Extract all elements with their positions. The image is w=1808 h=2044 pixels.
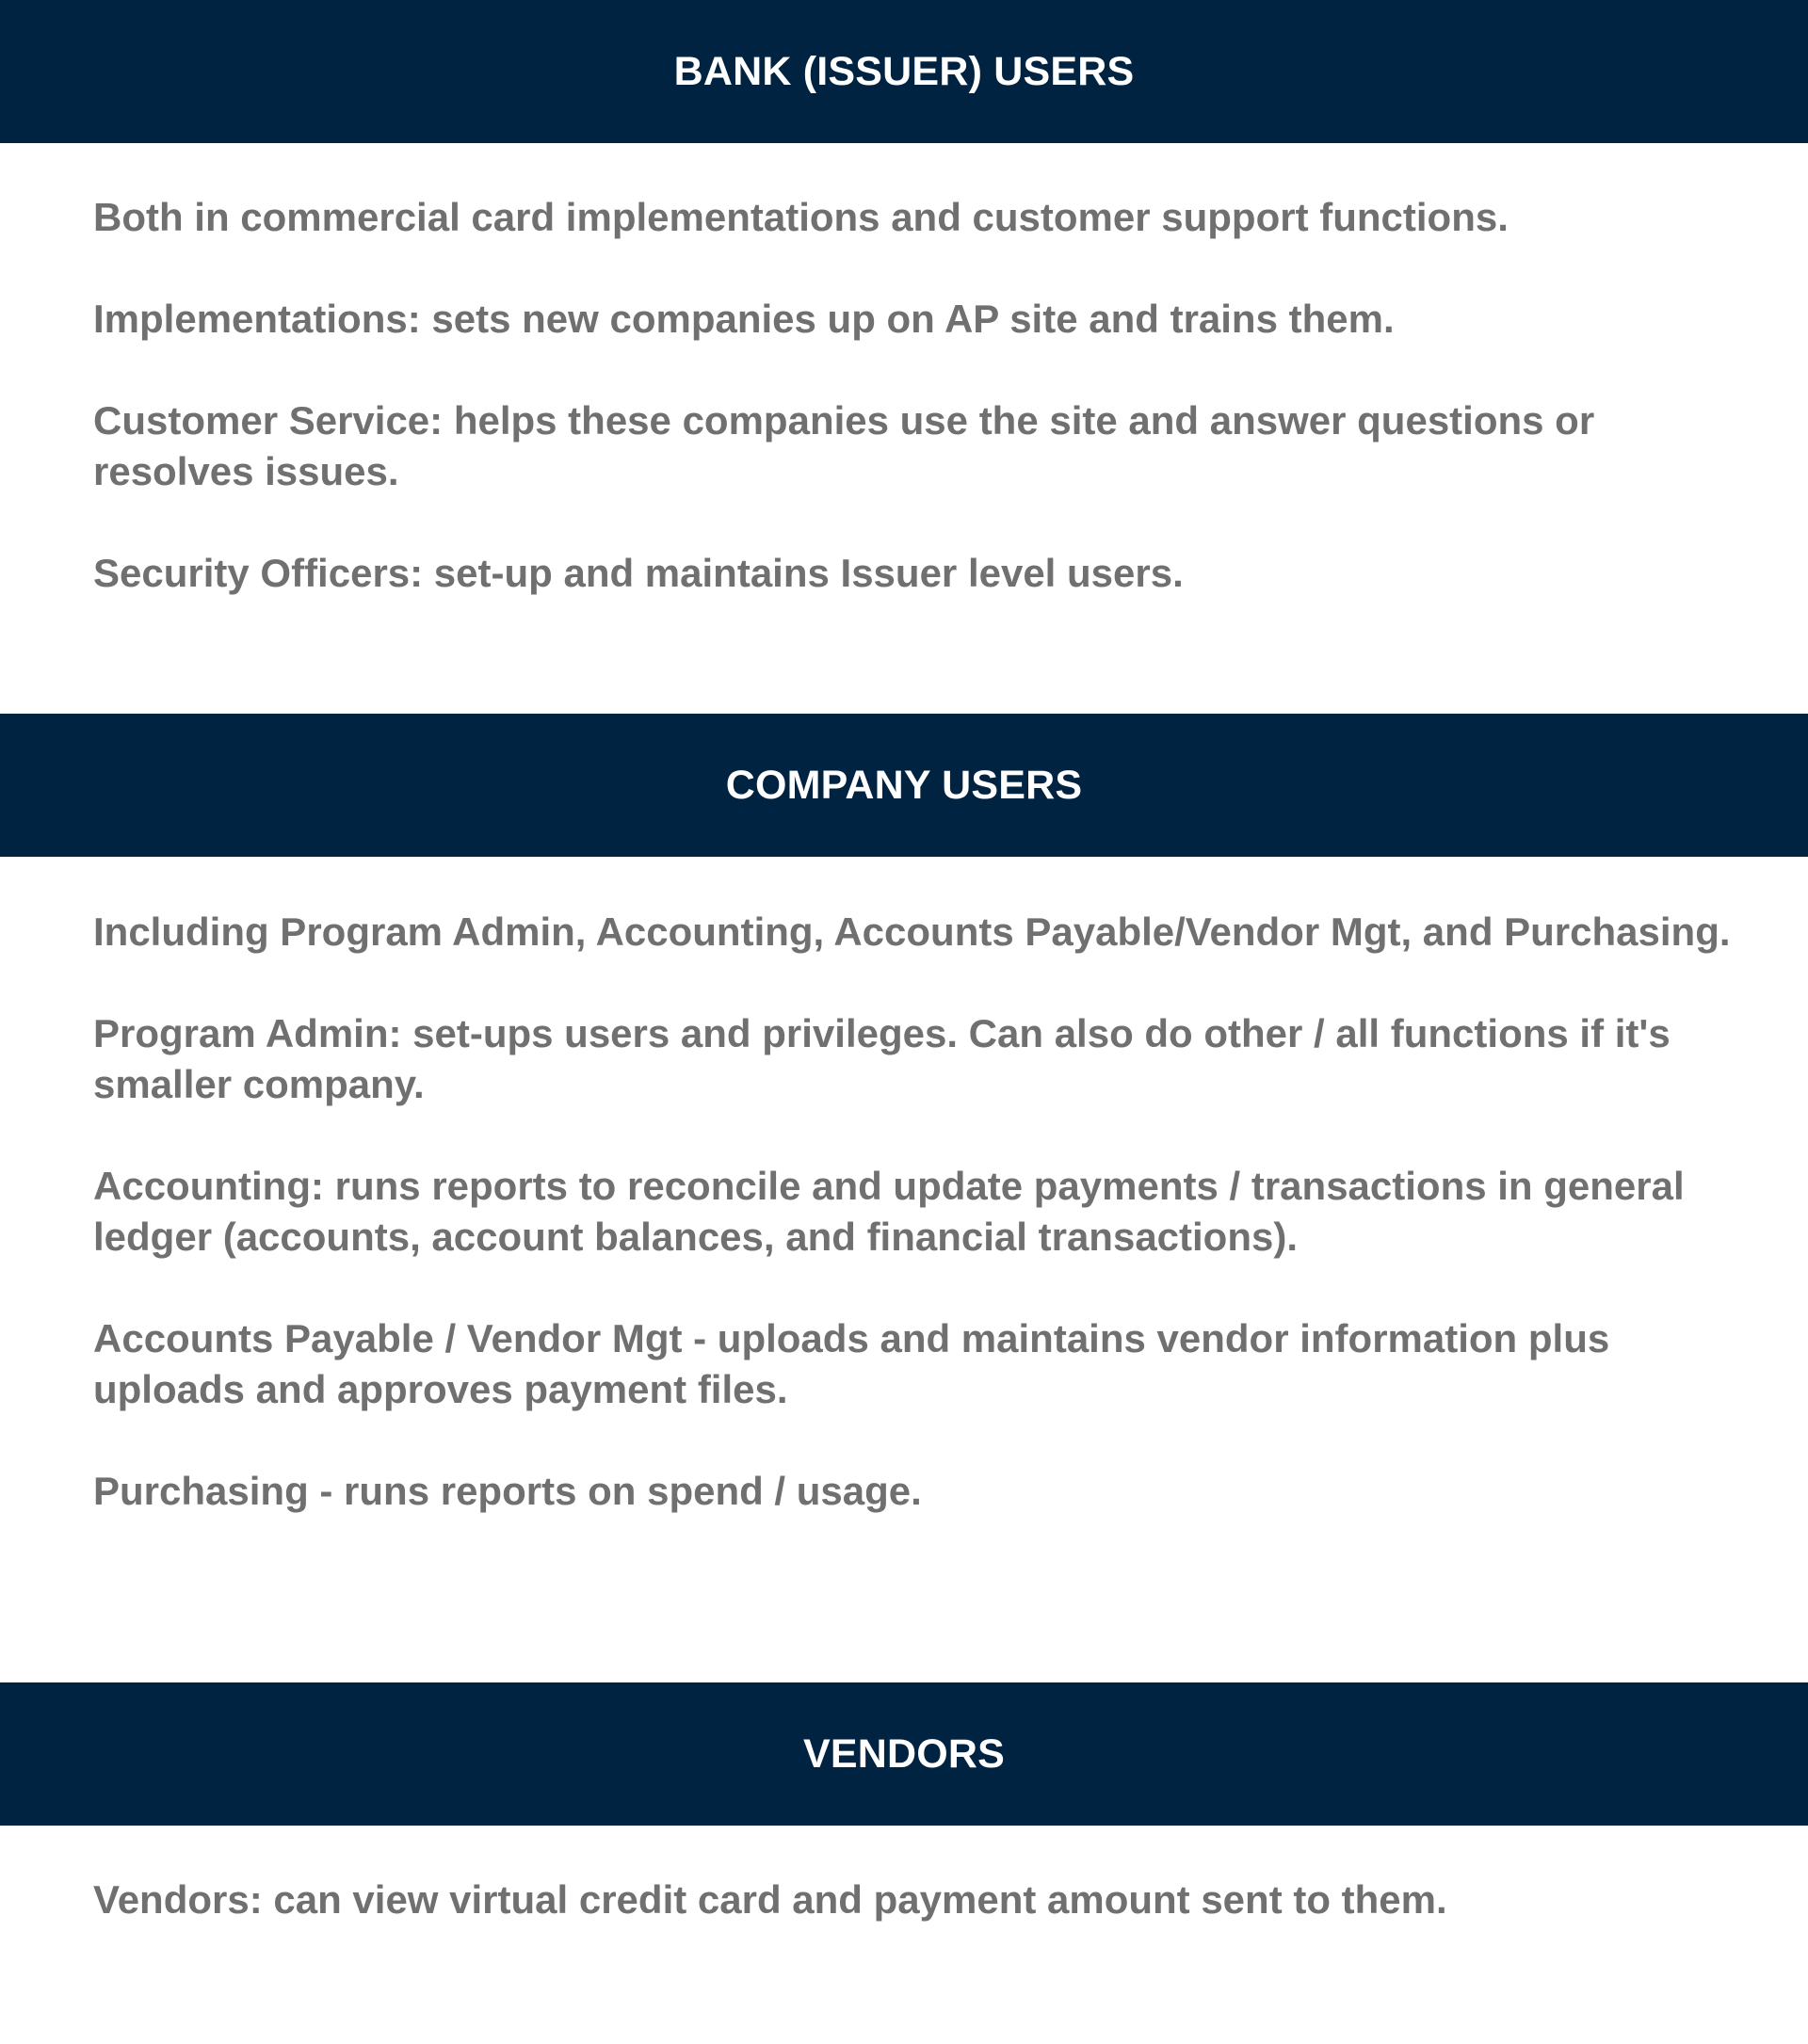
paragraph: Including Program Admin, Accounting, Accounts Payable/Vendor Mgt, and Purchasing.: [93, 909, 1731, 954]
section-header-bank-issuer-users: [0, 0, 1808, 143]
section-body-bank-issuer-users: [93, 192, 1751, 599]
paragraph: Vendors: can view virtual credit card and payment amount sent to them.: [93, 1877, 1447, 1922]
paragraph: Both in commercial card implementations and customer support functions.: [93, 195, 1509, 239]
paragraph: Implementations: sets new companies up on AP site and trains them.: [93, 297, 1395, 341]
section-title: COMPANY USERS: [725, 762, 1083, 808]
section-header-company-users: [0, 714, 1808, 857]
section-title: BANK (ISSUER) USERS: [673, 48, 1135, 94]
section-body-company-users: [93, 907, 1751, 1517]
paragraph: Accounting: runs reports to reconcile and update payments / transactions in general ledger (accounts, account balances, and financial transactions).: [93, 1164, 1685, 1259]
section-header-vendors: [0, 1682, 1808, 1826]
paragraph: Customer Service: helps these companies use the site and answer questions or resolves issues.: [93, 398, 1595, 493]
paragraph: Purchasing - runs reports on spend / usage.: [93, 1469, 922, 1513]
paragraph: Accounts Payable / Vendor Mgt - uploads and maintains vendor information plus uploads and approves payment files.: [93, 1316, 1610, 1411]
paragraph: Security Officers: set-up and maintains Issuer level users.: [93, 551, 1184, 595]
section-body-vendors: [93, 1875, 1751, 1925]
section-title: VENDORS: [802, 1730, 1006, 1777]
paragraph: Program Admin: set-ups users and privileges. Can also do other / all functions if it's smaller company.: [93, 1011, 1671, 1106]
